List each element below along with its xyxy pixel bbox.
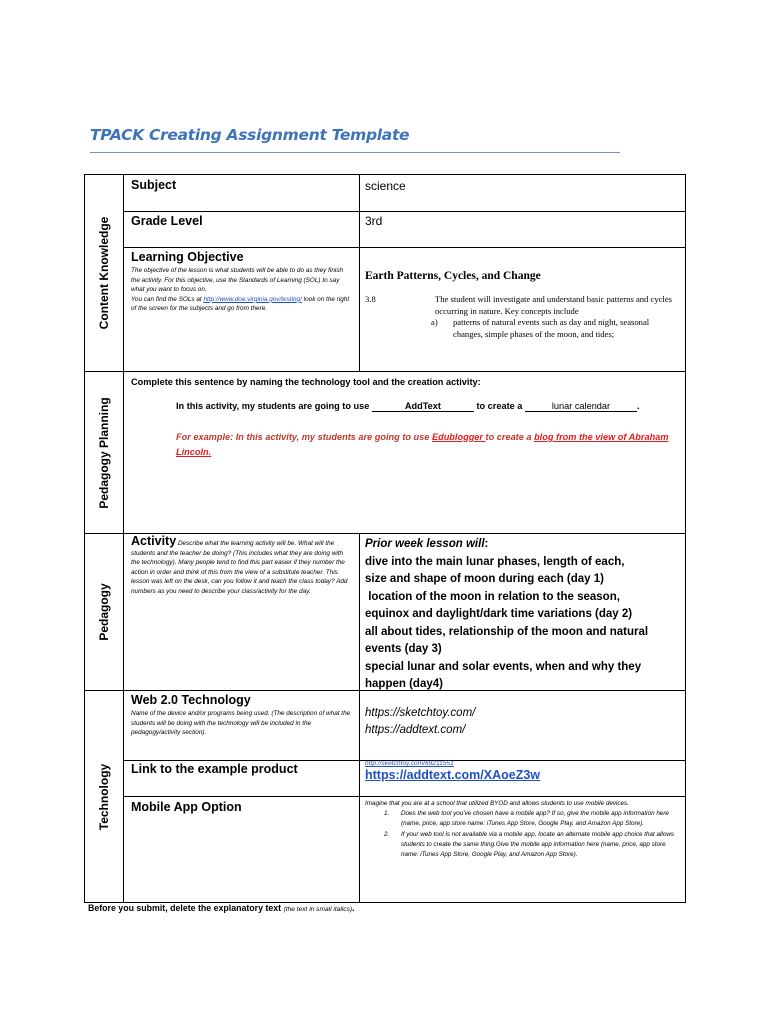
section-label: Content Knowledge xyxy=(97,216,111,330)
web-urls xyxy=(365,705,475,739)
activity-note-text: Describe what the learning activity will be. What will the students and the teacher be doing? (This includes what they are doing with the technology). Many people tend to find this part easier if they number the action in order and think of this from the view of a substitute teacher. This lesson was left on the desk, can you follow it and teach the class today? Add numbers as you need to describe your class/activity for the day. xyxy=(131,540,348,595)
page-title: TPACK Creating Assignment Template xyxy=(90,126,410,144)
section-label: Technology xyxy=(97,763,111,830)
creation-blank[interactable]: lunar calendar xyxy=(525,401,637,412)
tpack-table xyxy=(84,174,686,903)
grade-level-label: Grade Level xyxy=(131,214,203,228)
row-divider xyxy=(85,371,685,372)
sol-item-letter: a) xyxy=(431,317,438,327)
submit-note-text: Before you submit, delete the explanatory text xyxy=(88,903,284,913)
section-content-knowledge xyxy=(85,175,124,371)
learning-objective-label: Learning Objective xyxy=(131,250,244,264)
activity-cell xyxy=(131,534,353,597)
activity-line: equinox and daylight/dark time variations (day 2) xyxy=(365,608,633,620)
activity-line: location of the moon in relation to the season, xyxy=(365,590,620,603)
sentence-end: . xyxy=(636,401,640,411)
prior-week-label: Prior week lesson will xyxy=(365,538,485,550)
prior-week-colon: : xyxy=(484,538,489,550)
mobile-list-item: 1. Does the web tool you've chosen have a mobile app? If so, give the mobile app information here (name, price, app store name: iTunes App Store, Google Play, and Amazon App Store). xyxy=(391,809,679,829)
addtext-link[interactable]: https://addtext.com/XAoeZ3w xyxy=(365,768,541,782)
section-pedagogy-planning xyxy=(85,372,124,533)
mobile-app-label: Mobile App Option xyxy=(131,800,242,814)
sentence-part: to create a xyxy=(476,401,523,411)
row-divider xyxy=(123,247,685,248)
sketchtoy-link[interactable]: http://sketchtoy.com/69211551 xyxy=(365,760,454,767)
web-technology-label: Web 2.0 Technology xyxy=(131,693,251,707)
example-mid: to create a xyxy=(485,432,535,442)
url-item[interactable]: https://addtext.com/ xyxy=(365,724,466,736)
sol-item xyxy=(365,317,677,340)
activity-note xyxy=(131,534,353,597)
activity-line: dive into the main lunar phases, length of each, xyxy=(365,555,625,568)
example-lead: For example xyxy=(176,432,231,442)
sol-link[interactable]: http://www.doe.virginia.gov/testing/ xyxy=(203,295,302,303)
objective-content xyxy=(365,270,677,340)
sol-number: 3.8 xyxy=(365,294,376,304)
subject-value: science xyxy=(365,179,406,193)
section-label: Pedagogy xyxy=(97,583,111,641)
grade-level-value: 3rd xyxy=(365,214,383,228)
section-technology xyxy=(85,691,124,902)
column-divider xyxy=(359,175,360,371)
example-links xyxy=(365,760,540,782)
example-product-label: Link to the example product xyxy=(131,762,298,776)
prior-week-heading xyxy=(365,536,679,554)
mobile-intro: Imagine that you are at a school that utilized BYOD and allows students to use mobile devices. xyxy=(365,800,629,807)
example-creation: blog from the view of Abraham Lincoln. xyxy=(176,432,669,457)
sol-note xyxy=(131,295,353,314)
mobile-list xyxy=(365,809,679,860)
sol-note-text: You can find the SOLs at xyxy=(131,295,204,303)
section-label: Pedagogy Planning xyxy=(97,396,111,509)
activity-line: special lunar and solar events, when and why they happen (day4) xyxy=(365,660,642,690)
row-divider xyxy=(123,796,685,797)
objective-heading: Earth Patterns, Cycles, and Change xyxy=(365,270,541,282)
sentence-part: In this activity, my students are going to use xyxy=(176,401,370,411)
activity-content xyxy=(365,536,679,694)
sol-text: The student will investigate and understand basic patterns and cycles occurring in nature. Key concepts include xyxy=(435,294,672,316)
title-rule xyxy=(90,152,620,153)
example-tool: Edublogger xyxy=(431,432,486,442)
sol-item-text: patterns of natural events such as day and night, seasonal changes, simple phases of the moon, and tides; xyxy=(453,317,650,339)
planning-example xyxy=(176,430,676,460)
learning-objective-cell xyxy=(131,250,353,314)
subject-label: Subject xyxy=(131,178,177,192)
web-technology-note: Name of the device and/or programs being used. (The description of what the students will be doing with the technology will be included in the pedagogy/activity section). xyxy=(131,710,351,737)
tool-blank[interactable]: AddText xyxy=(372,401,474,412)
planning-sentence xyxy=(176,401,676,412)
example-text: : In this activity, my students are going to use xyxy=(230,432,432,442)
row-divider xyxy=(123,211,685,212)
url-item[interactable]: https://sketchtoy.com/ xyxy=(365,707,476,719)
submit-note xyxy=(88,903,355,913)
planning-instruction: Complete this sentence by naming the technology tool and the creation activity: xyxy=(131,377,481,387)
mobile-app-content xyxy=(365,799,679,860)
activity-line: size and shape of moon during each (day 1) xyxy=(365,573,604,585)
sol-note-text: look on the right of the screen for the subjects and go from there. xyxy=(131,295,350,313)
web-technology-cell xyxy=(131,693,353,738)
column-divider xyxy=(359,533,360,902)
sol-standard xyxy=(365,294,677,317)
objective-note: The objective of the lesson is what students will be able to do as they finish the activity. For this objective, use the Standards of Learning (SOL) to say what you want to focus on. xyxy=(131,267,344,294)
submit-note-small: (the text in small italics) xyxy=(283,906,353,913)
activity-label: Activity xyxy=(131,534,177,548)
mobile-list-item: 2. If your web tool is not available via a mobile app, locate an alternate mobile app choice that allows students to create the same thing.Give the mobile app information here (name, price, app store name: iTunes App Store, Google Play, and Amazon App Store). xyxy=(391,830,679,861)
submit-note-end: . xyxy=(352,903,355,913)
activity-line: all about tides, relationship of the moon and natural events (day 3) xyxy=(365,625,649,655)
section-pedagogy xyxy=(85,534,124,690)
